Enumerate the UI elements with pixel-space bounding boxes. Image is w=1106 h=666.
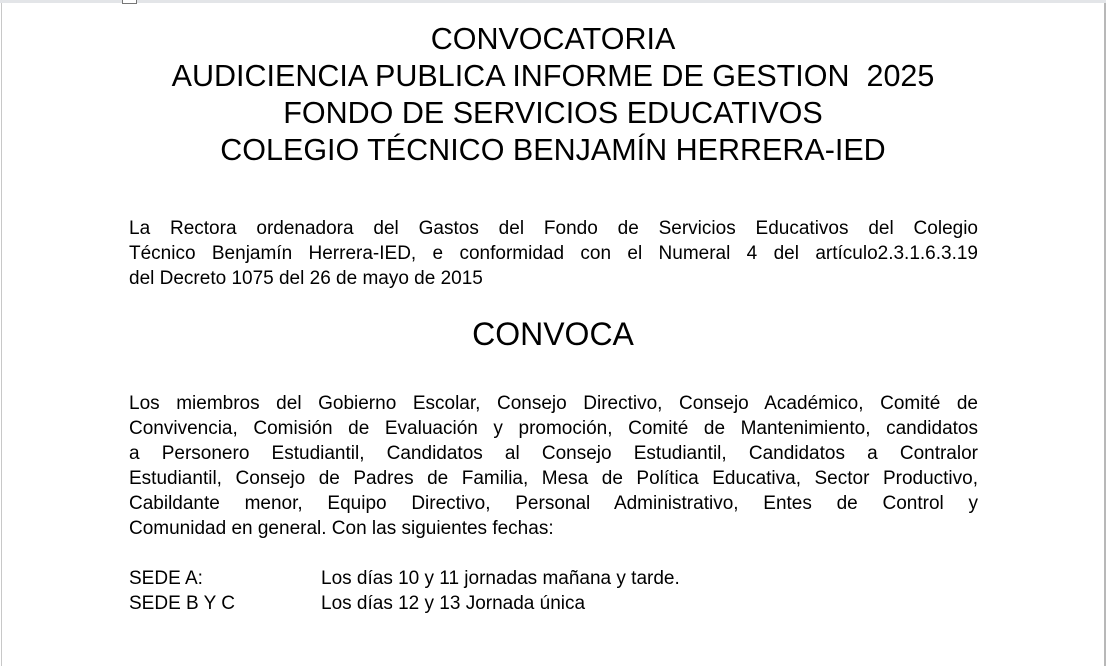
paragraph-line: Cabildante menor, Equipo Directivo, Personal Administrativo, Entes de Control y	[129, 493, 978, 514]
paragraph-line: Comunidad en general. Con las siguientes fechas:	[129, 518, 554, 539]
document-title	[0, 21, 1106, 169]
margin-marker	[122, 0, 137, 4]
members-paragraph	[129, 391, 978, 541]
sede-detail: Los días 12 y 13 Jornada única	[321, 593, 586, 614]
page-top-edge	[0, 0, 1106, 3]
sede-detail: Los días 10 y 11 jornadas mañana y tarde.	[321, 568, 680, 589]
title-line: COLEGIO TÉCNICO BENJAMÍN HERRERA-IED	[220, 133, 886, 167]
title-line: FONDO DE SERVICIOS EDUCATIVOS	[283, 96, 823, 130]
intro-paragraph	[129, 216, 978, 291]
schedule-row	[129, 566, 680, 591]
schedule-row	[129, 591, 680, 616]
paragraph-line: La Rectora ordenadora del Gastos del Fondo de Servicios Educativos del Colegio	[129, 218, 978, 239]
sede-label: SEDE A:	[129, 568, 203, 589]
paragraph-line: Técnico Benjamín Herrera-IED, e conformidad con el Numeral 4 del artículo2.3.1.6.3.19	[129, 243, 978, 264]
paragraph-line: del Decreto 1075 del 26 de mayo de 2015	[129, 268, 483, 289]
schedule-list	[129, 566, 680, 616]
title-line: AUDICIENCIA PUBLICA INFORME DE GESTION 2025	[171, 59, 935, 93]
sede-label: SEDE B Y C	[129, 593, 235, 614]
convoca-heading: CONVOCA	[472, 316, 634, 352]
title-line: CONVOCATORIA	[430, 22, 676, 56]
paragraph-line: a Personero Estudiantil, Candidatos al Consejo Estudiantil, Candidatos a Contralor	[129, 443, 978, 464]
paragraph-line: Convivencia, Comisión de Evaluación y promoción, Comité de Mantenimiento, candidatos	[129, 418, 978, 439]
paragraph-line: Los miembros del Gobierno Escolar, Consejo Directivo, Consejo Académico, Comité de	[129, 393, 978, 414]
paragraph-line: Estudiantil, Consejo de Padres de Familia, Mesa de Política Educativa, Sector Productivo,	[129, 468, 978, 489]
